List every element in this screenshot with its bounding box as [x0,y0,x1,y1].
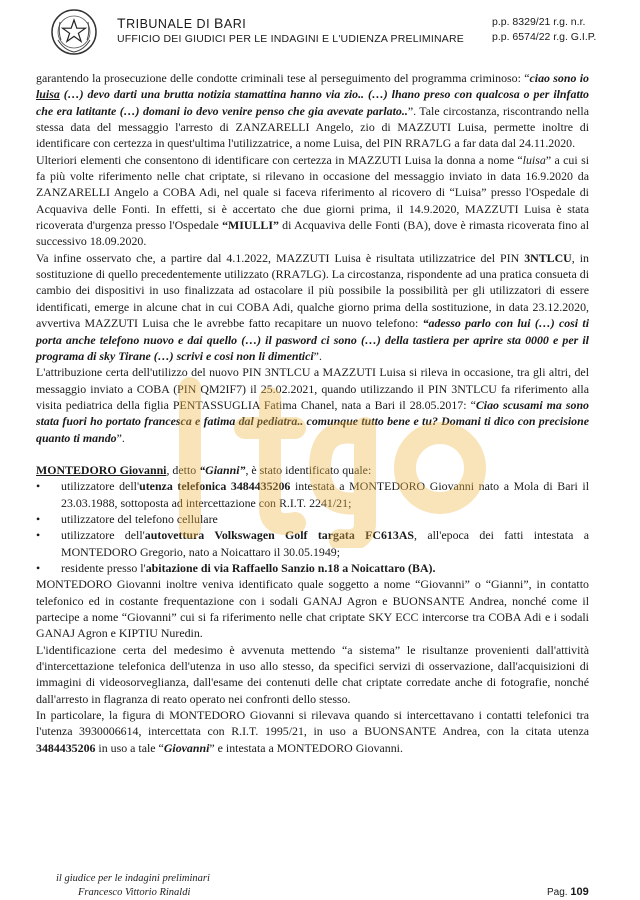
page-number: Pag. 109 [547,886,589,898]
case-references [492,15,596,45]
court-office: UFFICIO DEI GIUDICI PER LE INDAGINI E L'UDIENZA PRELIMINARE [117,33,464,45]
italian-republic-emblem-icon [50,8,98,56]
list-item: • utilizzatore del telefono cellulare [36,511,589,527]
list-item: • utilizzatore dell'utenza telefonica 3484435206 intestata a MONTEDORO Giovanni nato a Mola di Bari il 23.03.1988, sottoposta ad intercettazione con R.I.T. 2241/21; [36,478,589,511]
paragraph-interceptions: In particolare, la figura di MONTEDORO Giovanni si rilevava quando si intercettavano i contatti telefonici tra l'utenza 3930006614, intercettata con R.I.T. 1995/21, in uso a BUONSANTE Andrea, con la citata utenza 3484435206 in uso a tale “Giovanni” e intestata a MONTEDORO Giovanni. [36,708,589,755]
paragraph-identification: L'identificazione certa del medesimo è avvenuta mettendo “a sistema” le risultanze provenienti dall'attività d'intercettazione telefonica dell'utenza in uso allo stesso, da specifici servizi di osservazione, dall'acquisizioni di immagini di videosorveglianza, dall'esame dei contenuti delle chat criptate corredate anche di fotografie, nonché dall'arresto in flagranza di reato operato nei confronti dello stesso. [36,642,589,706]
court-title: TRIBUNALE DI BARI [117,15,247,31]
document-body [36,70,589,756]
judge-signature [56,872,210,900]
paragraph-luisa-message: garantendo la prosecuzione delle condotte criminali tese al perseguimento del programma criminoso: “ciao sono io luisa (…) devo darti una brutta notizia stamattina hanno via zio.. (…) lhano preso con qualcosa o per ilnfatto che era latitante (…) domani io devo venire penso che gia avevate parlato..”. Tale circostanza, riscontrando nella stessa data del messaggio l'arresto di ZANZARELLI Angelo, zio di MAZZUTI Luisa, permette inoltre di identificare con certezza in quest'ultima l'utilizzatrice, a nome Luisa, del PIN RRA7LG a far data dal 24.11.2020. [36,71,589,151]
identification-list [36,478,589,576]
list-item: • utilizzatore dell'autovettura Volkswagen Golf targata FC613AS, all'epoca dei fatti intestata a MONTEDORO Gregorio, nato a Noicattaro il 30.05.1949; [36,527,589,560]
case-number-rgnr: p.p. 8329/21 r.g. n.r. [492,16,586,28]
paragraph-pin-change: Va infine osservato che, a partire dal 4.1.2022, MAZZUTI Luisa è risultata utilizzatrice del PIN 3NTLCU, in sostituzione di quello precedentemente utilizzato (RRA7LG). La circostanza, rispondente ad una pratica consueta di cambio dei dispositivi in uso finalizzata ad ostacolare il più possibile la possibilità per gli utilizzatori di essere identificati, emerge in alcune chat in cui COBA Adi, qualche giorno prima della sostituzione, in data 23.12.2020, avvertiva MAZZUTI Luisa che le avrebbe fatto recapitare un nuovo telefono: “adesso parlo con lui (…) cosi ti porta anche telefono nuovo e dai quello (…) il pasword ci sono (…) della tastiera per aprire sta 0000 e per il programa di sky Tirane (…) scrivi e cosi non li dimentici”. [36,250,589,363]
list-item: • residente presso l'abitazione di via Raffaello Sanzio n.18 a Noicattaro (BA). [36,560,589,576]
signature-name: Francesco Vittorio Rinaldi [78,887,191,898]
paragraph-hospital: Ulteriori elementi che consentono di identificare con certezza in MAZZUTI Luisa la donna a nome “luisa” a cui si fa più volte riferimento nelle chat criptate, si rilevano in occasione del messaggio inviato in data 16.9.2020 da ZANZARELLI Angelo a COBA Adi, nel quale si faceva riferimento al ricovero di “Luisa” presso l'Ospedale di Acquaviva delle Fonti. In effetti, si è accertato che due giorni prima, il 14.9.2020, MAZZUTI Luisa è stata ricoverata d'urgenza presso l'Ospedale “MIULLI” di Acquaviva delle Fonti (BA), dove è rimasta ricoverata fino al successivo 18.09.2020. [36,152,590,249]
signature-title: il giudice per le indagini preliminari [56,873,210,884]
paragraph-contacts: MONTEDORO Giovanni inoltre veniva identificato quale soggetto a nome “Giovanni” o “Gianni”, in contatto telefonico ed in costante frequentazione con i sodali GANAJ Agron e BUONSANTE Andrea, nonché come il partecipe a nome “Giovanni” cui si fa riferimento nelle chat criptate SKY ECC intercorse tra COBA Adi e i sodali GANAJ Agron e KIPTIU Nuredin. [36,577,589,641]
subject-heading: MONTEDORO Giovanni, detto “Gianni”, è stato identificato quale: [36,462,372,477]
paragraph-pediatric-visit: L'attribuzione certa dell'utilizzo del nuovo PIN 3NTLCU a MAZZUTI Luisa si rileva in occasione, tra gli altri, del messaggio inviato a COBA (PIN QM2IF7) il 25.02.2021, quando utilizzando il PIN 3NTLCU fa riferimento alla visita pediatrica della figlia PENTASSUGLIA Fatima Chanel, nata a Bari il 28.05.2017: “Ciao scusami ma sono stata fuori ho portato francesca e fatima dal pediatra.. comunque tutto bene e tu? Domani ti dico con precisione quanto ti mando”. [36,365,589,445]
header-court [117,15,464,46]
case-number-gip: p.p. 6574/22 r.g. G.I.P. [492,31,597,43]
